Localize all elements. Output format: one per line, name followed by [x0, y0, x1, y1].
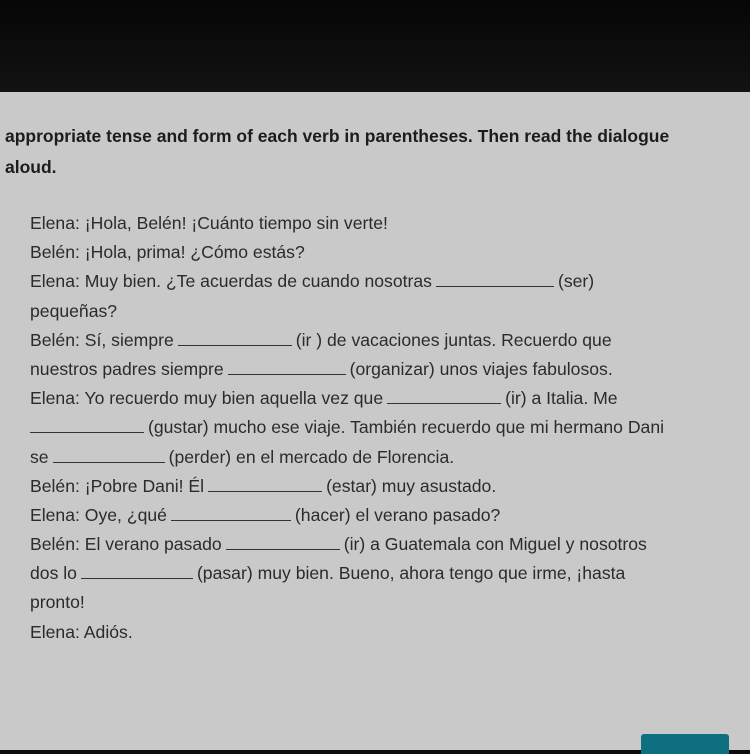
screen-area	[0, 92, 750, 750]
instructions-line-2: aloud.	[5, 157, 57, 177]
answer-blank[interactable]	[53, 444, 165, 463]
dialogue-line: pequeñas?	[30, 300, 118, 321]
dialogue-line: Belén: Sí, siempre (ir ) de vacaciones juntas. Recuerdo que	[30, 326, 745, 355]
dialogue-text	[30, 209, 745, 647]
answer-blank[interactable]	[226, 531, 340, 550]
answer-blank[interactable]	[171, 502, 291, 521]
dialogue-line: Belén: ¡Pobre Dani! Él (estar) muy asustado.	[30, 472, 745, 501]
dialogue-line: Elena: Yo recuerdo muy bien aquella vez que (ir) a Italia. Me	[30, 384, 745, 413]
instructions	[5, 121, 730, 183]
dialogue-line: se (perder) en el mercado de Florencia.	[30, 443, 745, 472]
answer-blank[interactable]	[81, 561, 193, 580]
answer-blank[interactable]	[178, 327, 292, 346]
monitor-bezel	[0, 0, 750, 92]
dialogue-line: Belén: El verano pasado (ir) a Guatemala con Miguel y nosotros	[30, 530, 745, 559]
answer-blank[interactable]	[228, 356, 346, 375]
answer-blank[interactable]	[436, 269, 554, 288]
dialogue-line: Elena: Adiós.	[30, 621, 133, 642]
dialogue-line: Elena: ¡Hola, Belén! ¡Cuánto tiempo sin verte!	[30, 213, 388, 233]
answer-blank[interactable]	[30, 415, 144, 434]
instructions-line-1: appropriate tense and form of each verb in parentheses. Then read the dialogue	[5, 126, 670, 146]
next-button[interactable]	[641, 734, 729, 754]
answer-blank[interactable]	[387, 386, 501, 405]
dialogue-line: dos lo (pasar) muy bien. Bueno, ahora tengo que irme, ¡hasta	[30, 559, 745, 588]
dialogue-line: (gustar) mucho ese viaje. También recuerdo que mi hermano Dani	[30, 413, 745, 442]
dialogue-line: nuestros padres siempre (organizar) unos viajes fabulosos.	[30, 355, 745, 384]
dialogue-line: Elena: Oye, ¿qué (hacer) el verano pasado?	[30, 501, 745, 530]
answer-blank[interactable]	[208, 473, 322, 492]
dialogue-line: Belén: ¡Hola, prima! ¿Cómo estás?	[30, 242, 305, 263]
dialogue-line: pronto!	[30, 592, 85, 613]
dialogue-line: Elena: Muy bien. ¿Te acuerdas de cuando nosotras (ser)	[30, 267, 745, 296]
